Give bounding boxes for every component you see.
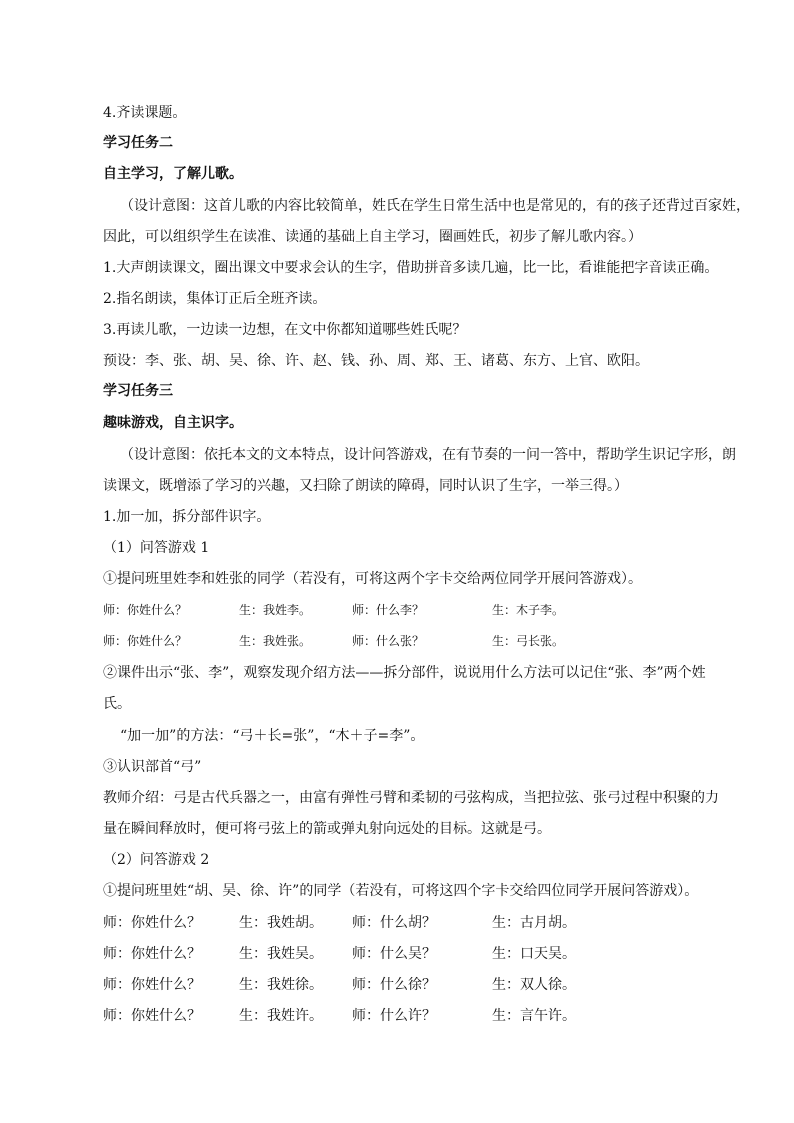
dialog-row <box>103 631 703 651</box>
teacher-question: 师：什么张？ <box>352 634 425 648</box>
game-1-instruction: ①提问班里姓李和姓张的同学（若没有，可将这两个字卡交给两位同学开展问答游戏）。 <box>103 571 642 587</box>
design-intent-3-line-1: （设计意图：依托本文的文本特点，设计问答游戏，在有节奏的一问一答中，帮助学生识记字形，朗 <box>120 447 736 463</box>
step-2-group-read: 2.指名朗读，集体订正后全班齐读。 <box>103 291 327 307</box>
game-1-heading: （1）问答游戏 1 <box>103 540 210 556</box>
design-intent-3-line-2: 读课文，既增添了学习的兴趣，又扫除了朗读的障碍，同时认识了生字，一举三得。） <box>103 478 628 494</box>
task-3-subheading: 趣味游戏，自主识字。 <box>103 415 243 431</box>
add-method-formula: “加一加”的方法：“弓＋长=张”，“木＋子=李”。 <box>120 728 425 744</box>
teacher-intro-line-1: 教师介绍：弓是古代兵器之一，由富有弹性弓臂和柔韧的弓弦构成，当把拉弦、张弓过程中积聚的力 <box>103 790 719 806</box>
courseware-display-line-1: ②课件出示“张、李”，观察发现介绍方法——拆分部件，说说用什么方法可以记住“张、李”两个姓 <box>103 665 706 681</box>
student-answer: 生：我姓李。 <box>239 603 312 617</box>
teacher-question: 师：你姓什么？ <box>103 977 201 993</box>
dialog-row <box>103 600 703 620</box>
preset-surnames: 预设：李、张、胡、吴、徐、许、赵、钱、孙、周、郑、王、诸葛、东方、上官、欧阳。 <box>103 353 649 369</box>
teacher-question: 师：什么吴？ <box>352 946 436 962</box>
student-answer: 生：我姓徐。 <box>239 977 323 993</box>
teacher-question: 师：你姓什么？ <box>103 634 188 648</box>
method-add-parts: 1.加一加，拆分部件识字。 <box>103 509 271 525</box>
teacher-question: 师：你姓什么？ <box>103 946 201 962</box>
radical-bow-heading: ③认识部首“弓” <box>103 759 202 775</box>
student-answer: 生：我姓吴。 <box>239 946 323 962</box>
student-answer: 生：口天吴。 <box>492 946 576 962</box>
dialog-row <box>103 1006 703 1026</box>
student-answer: 生：木子李。 <box>492 603 565 617</box>
teacher-question: 师：你姓什么？ <box>103 1008 201 1024</box>
teacher-question: 师：什么许？ <box>352 1008 436 1024</box>
dialog-row <box>103 913 703 933</box>
dialog-row <box>103 975 703 995</box>
task-2-heading: 学习任务二 <box>103 135 173 151</box>
student-answer: 生：我姓许。 <box>239 1008 323 1024</box>
teacher-question: 师：什么李？ <box>352 603 425 617</box>
step-1-read-aloud: 1.大声朗读课文，圈出课文中要求会认的生字，借助拼音多读几遍，比一比，看谁能把字音读正确。 <box>103 260 719 276</box>
game-2-instruction: ①提问班里姓“胡、吴、徐、许”的同学（若没有，可将这四个字卡交给四位同学开展问答游戏）。 <box>103 883 699 899</box>
student-answer: 生：我姓张。 <box>239 634 312 648</box>
courseware-display-line-2: 氏。 <box>103 696 131 712</box>
teacher-intro-line-2: 量在瞬间释放时，便可将弓弦上的箭或弹丸射向远处的目标。这就是弓。 <box>103 821 551 837</box>
student-answer: 生：言午许。 <box>492 1008 576 1024</box>
student-answer: 生：弓长张。 <box>492 634 565 648</box>
student-answer: 生：我姓胡。 <box>239 915 323 931</box>
step-4-read-title: 4.齐读课题。 <box>103 105 187 121</box>
student-answer: 生：古月胡。 <box>492 915 576 931</box>
teacher-question: 师：你姓什么？ <box>103 915 201 931</box>
teacher-question: 师：什么徐？ <box>352 977 436 993</box>
game-2-heading: （2）问答游戏 2 <box>103 852 210 868</box>
task-3-heading: 学习任务三 <box>103 383 173 399</box>
student-answer: 生：双人徐。 <box>492 977 576 993</box>
step-3-reread: 3.再读儿歌，一边读一边想，在文中你都知道哪些姓氏呢？ <box>103 322 467 338</box>
design-intent-2-line-2: 因此，可以组织学生在读准、读通的基础上自主学习，圈画姓氏，初步了解儿歌内容。） <box>103 229 642 245</box>
teacher-question: 师：什么胡？ <box>352 915 436 931</box>
task-2-subheading: 自主学习，了解儿歌。 <box>103 166 243 182</box>
design-intent-2-line-1: （设计意图：这首儿歌的内容比较简单，姓氏在学生日常生活中也是常见的，有的孩子还背过百家姓， <box>120 198 750 214</box>
teacher-question: 师：你姓什么？ <box>103 603 188 617</box>
dialog-row <box>103 944 703 964</box>
